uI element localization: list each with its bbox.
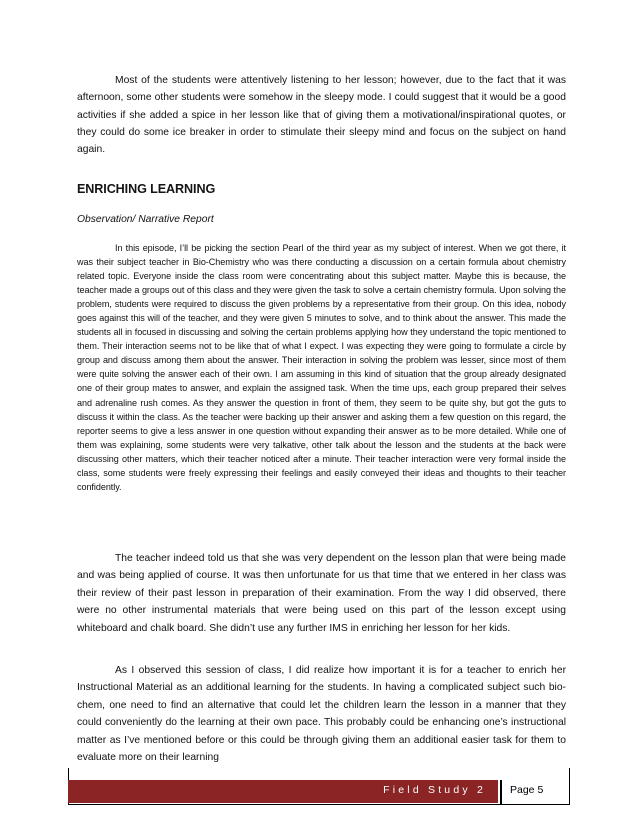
paragraph-reflection: As I observed this session of class, I did realize how important it is for a teacher to enrich her Instructional Material as an additional learning for the students. In having a complicated subject such bio-chem, one need to find an alternative that could let the children learn the lesson in a manner that they could conveniently do the learning at their own pace. This probably could be enhancing one’s instructional matter as I’ve mentioned before or this could be through giving them an additional easier task for them to evaluate more on their learning: [77, 665, 566, 764]
page-number: Page 5: [510, 784, 544, 796]
subheading: Observation/ Narrative Report: [77, 214, 214, 225]
paragraph-teacher: The teacher indeed told us that she was very dependent on the lesson plan that were being made and was being applied of course. It was then unfortunate for us that time that we entered in her class was their review of their past lesson in preparation of their examination. From the way I did observed, there were no other instrumental materials that were being used on this part of the lesson except using whiteboard and chalk board. She didn’t use any further IMS in enriching her lesson for her kids.: [77, 553, 566, 634]
paragraph-intro: Most of the students were attentively listening to her lesson; however, due to the fact that it was afternoon, some other students were somehow in the sleepy mode. I could suggest that it would be a good activities if she added a spice in her lesson like that of giving them a motivational/inspirational quotes, or they could do some ice breaker in order to stimulate their sleepy mind and focus on the subject on hand again.: [77, 75, 566, 156]
section-heading: ENRICHING LEARNING: [77, 182, 216, 196]
footer-page-box: [502, 780, 568, 803]
footer-bar: [68, 780, 498, 803]
footer-label: Field Study 2: [383, 784, 486, 796]
paragraph-narrative: In this episode, I’ll be picking the section Pearl of the third year as my subject of interest. When we got there, it was their subject teacher in Bio-Chemistry who was there conducting a discussion on a certain formula about chemistry related topic. Everyone inside the class room were concentrating about this subject matter. Maybe this is because, the teacher made a groups out of this class and they were given the task to solve a certain chemistry formula. Upon solving the problem, students were required to discuss the given problems by a representative from their group. On this idea, nobody goes against this will of the teacher, and they were given 5 minutes to solve, and to think about the answer. This made the students all in focused in discussing and solving the certain problems applying how they understand the topic mentioned to them. Their interaction seems not to be like that of what I expect. I was expecting they were going to formulate a circle by group and discuss among them about the answer. Their interaction in solving the problem was lesser, since most of them were quite solving the answer each of their own. I am assuming in this kind of situation that the group already designated one of their group mates to answer, and explain the assigned task. When the time ups, each group prepared their selves and adrenaline rush comes. As they answer the question in front of them, they seem to be quite shy, but got the guts to discuss it within the class. As the teacher were backing up their answer and asking them a few question on this regard, the reporter seems to give a less answer in one question without expanding their answer as to be more detailed. While one of them was explaining, some students were very talkative, other talk about the lesson and the students at the back were discussing other matters, which their teacher noticed after a minute. Their teacher interaction were very formal inside the class, some students were freely expressing their feelings and easily conveyed their ideas and thoughts to their teacher confidently.: [77, 243, 566, 492]
